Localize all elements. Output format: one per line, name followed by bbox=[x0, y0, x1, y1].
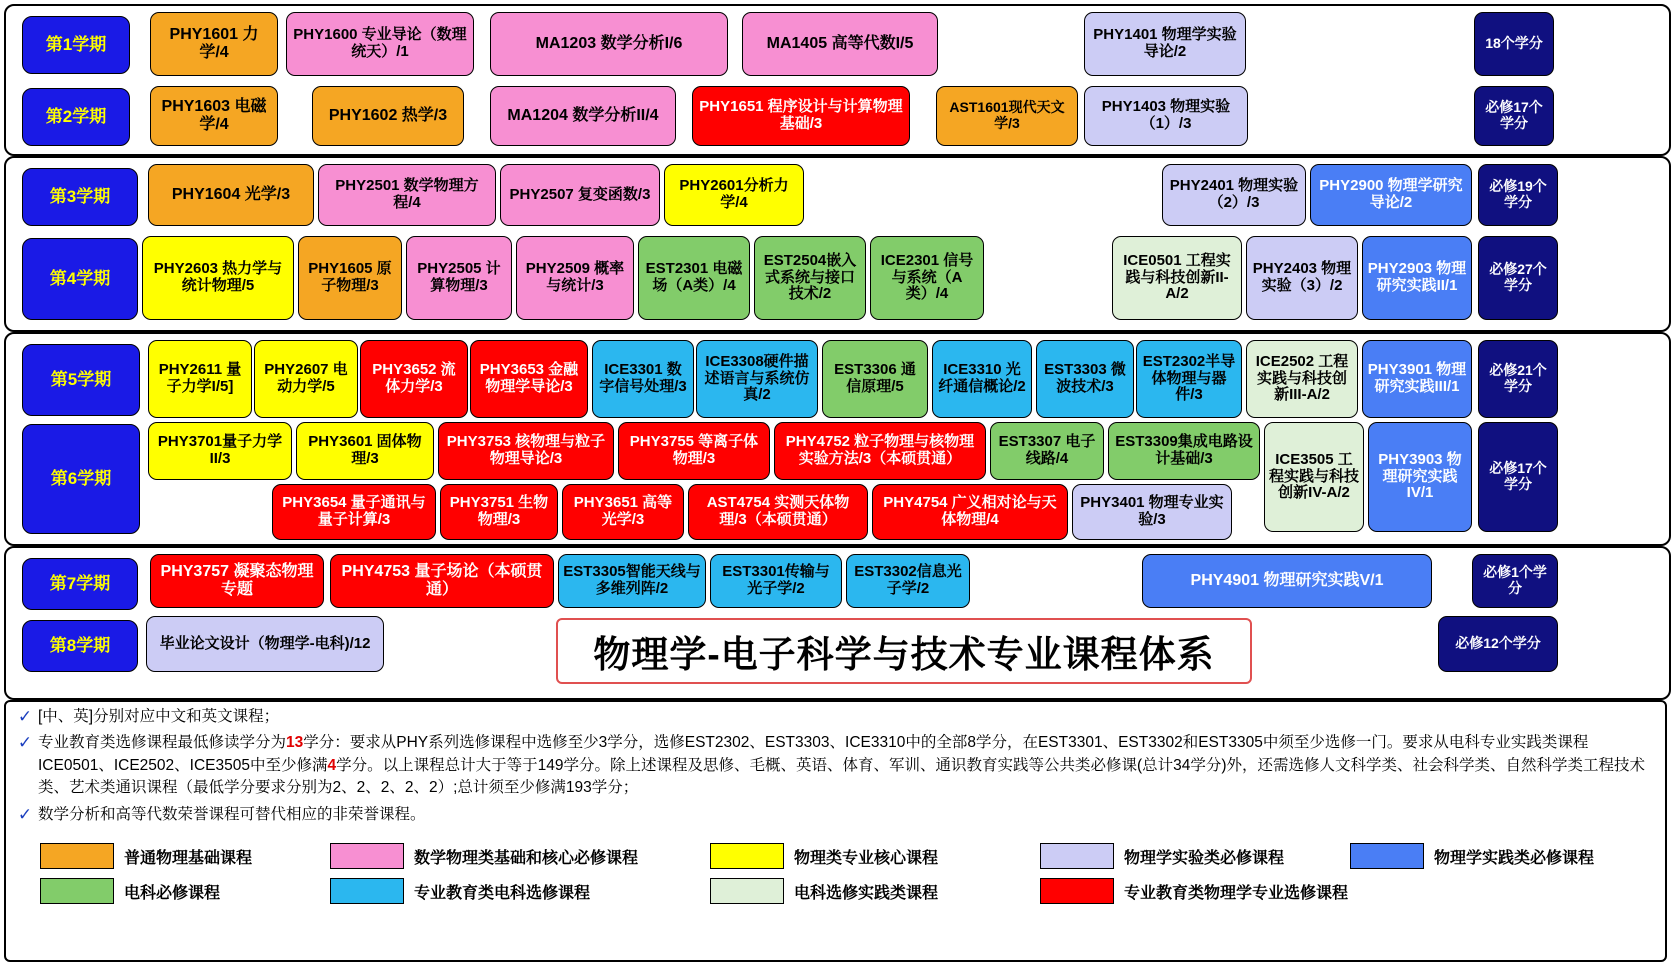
credits-sem5: 必修21个学分 bbox=[1478, 340, 1558, 418]
course-graduation-thesis[interactable]: 毕业论文设计（物理学-电科)/12 bbox=[146, 616, 384, 672]
course-phy1601[interactable]: PHY1601 力学/4 bbox=[150, 12, 278, 76]
course-phy3755[interactable]: PHY3755 等离子体物理/3 bbox=[618, 422, 770, 480]
semester-2-label: 第2学期 bbox=[22, 88, 130, 146]
note-item bbox=[12, 706, 1665, 728]
legend-item bbox=[1350, 843, 1622, 869]
course-phy3901[interactable]: PHY3901 物理研究实践III/1 bbox=[1362, 340, 1472, 418]
course-ast1601[interactable]: AST1601现代天文学/3 bbox=[936, 86, 1078, 146]
course-phy3401[interactable]: PHY3401 物理专业实验/3 bbox=[1072, 484, 1232, 540]
legend-item bbox=[40, 878, 330, 904]
credits-sem6: 必修17个学分 bbox=[1478, 422, 1558, 532]
course-phy3757[interactable]: PHY3757 凝聚态物理专题 bbox=[150, 554, 324, 608]
notes-panel bbox=[4, 700, 1667, 962]
course-ma1204[interactable]: MA1204 数学分析II/4 bbox=[490, 86, 676, 146]
legend-item bbox=[1040, 843, 1350, 869]
legend-item bbox=[710, 843, 1040, 869]
credits-sem3: 必修19个学分 bbox=[1478, 164, 1558, 226]
course-est3307[interactable]: EST3307 电子线路/4 bbox=[990, 422, 1104, 480]
legend-row bbox=[40, 843, 1640, 869]
legend-label: 数学物理类基础和核心必修课程 bbox=[414, 849, 639, 867]
page-title: 物理学-电子科学与技术专业课程体系 bbox=[556, 618, 1252, 684]
course-ice2301[interactable]: ICE2301 信号与系统（A类）/4 bbox=[870, 236, 984, 320]
legend-item bbox=[330, 878, 710, 904]
legend-label: 专业教育类物理学专业选修课程 bbox=[1124, 884, 1349, 902]
semester-1-label: 第1学期 bbox=[22, 16, 130, 74]
note-text: 专业教育类选修课程最低修读学分为13学分：要求从PHY系列选修课程中选修至少3学分，选修EST2302、EST3303、ICE3310中的全部8学分，在EST3301、EST3302和EST3305中须至少选修一门。要求从电科专业实践类课程ICE0501、ICE2502、ICE3505中至少修满4学分。以上课程总计大于等于149学分。除上述课程及思修、毛概、英语、体育、军训、通识教育实践等公共类必修课(总计34学分)外，还需选修人文科学类、社会科学类、自然科学类工程技术类、艺术类通识课程（最低学分要求分别为2、2、2、2、2）;总计须至少修满193学分； bbox=[38, 734, 1646, 797]
course-ice0501[interactable]: ICE0501 工程实践与科技创新II-A/2 bbox=[1112, 236, 1242, 320]
course-phy1603[interactable]: PHY1603 电磁学/4 bbox=[150, 86, 278, 146]
credits-sem2: 必修17个学分 bbox=[1474, 86, 1554, 146]
course-phy2403[interactable]: PHY2403 物理实验（3）/2 bbox=[1246, 236, 1358, 320]
note-text: [中、英]分别对应中文和英文课程； bbox=[38, 708, 280, 725]
course-phy3653[interactable]: PHY3653 金融物理学导论/3 bbox=[470, 340, 588, 418]
course-phy4752[interactable]: PHY4752 粒子物理与核物理实验方法/3（本硕贯通） bbox=[774, 422, 986, 480]
course-phy4753[interactable]: PHY4753 量子场论（本硕贯通） bbox=[330, 554, 554, 608]
course-phy1403[interactable]: PHY1403 物理实验（1）/3 bbox=[1084, 86, 1248, 146]
legend-swatch bbox=[330, 843, 404, 869]
legend-label: 电科选修实践类课程 bbox=[794, 884, 939, 902]
note-item bbox=[12, 804, 1665, 826]
course-phy1651[interactable]: PHY1651 程序设计与计算物理基础/3 bbox=[692, 86, 910, 146]
course-phy1605[interactable]: PHY1605 原子物理/3 bbox=[298, 236, 402, 320]
course-ice3301[interactable]: ICE3301 数字信号处理/3 bbox=[592, 340, 694, 418]
legend-label: 物理学实践类必修课程 bbox=[1434, 849, 1595, 867]
legend-swatch bbox=[1040, 878, 1114, 904]
legend-item bbox=[40, 843, 330, 869]
course-ice3310[interactable]: ICE3310 光纤通信概论/2 bbox=[932, 340, 1032, 418]
semester-3-label: 第3学期 bbox=[22, 168, 138, 226]
course-phy3601[interactable]: PHY3601 固体物理/3 bbox=[296, 422, 434, 480]
course-ice2502[interactable]: ICE2502 工程实践与科技创新III-A/2 bbox=[1246, 340, 1358, 418]
course-est3305[interactable]: EST3305智能天线与多维列阵/2 bbox=[558, 554, 706, 608]
course-phy2900[interactable]: PHY2900 物理学研究导论/2 bbox=[1310, 164, 1472, 226]
legend-swatch bbox=[40, 878, 114, 904]
course-phy3903[interactable]: PHY3903 物理研究实践IV/1 bbox=[1368, 422, 1472, 532]
credits-sem1: 18个学分 bbox=[1474, 12, 1554, 76]
course-ice3505[interactable]: ICE3505 工程实践与科技创新IV-A/2 bbox=[1264, 422, 1364, 532]
legend-swatch bbox=[1040, 843, 1114, 869]
course-ice3308[interactable]: ICE3308硬件描述语言与系统仿真/2 bbox=[696, 340, 818, 418]
legend-label: 电科必修课程 bbox=[124, 884, 221, 902]
course-phy4754[interactable]: PHY4754 广义相对论与天体物理/4 bbox=[872, 484, 1068, 540]
course-est2301[interactable]: EST2301 电磁场（A类）/4 bbox=[638, 236, 750, 320]
course-ma1405[interactable]: MA1405 高等代数I/5 bbox=[742, 12, 938, 76]
course-phy3751[interactable]: PHY3751 生物物理/3 bbox=[440, 484, 558, 540]
legend-item bbox=[710, 878, 1040, 904]
semester-5-label: 第5学期 bbox=[22, 344, 140, 416]
note-text: 数学分析和高等代数荣誉课程可替代相应的非荣誉课程。 bbox=[38, 805, 426, 823]
course-phy2611[interactable]: PHY2611 量子力学I/5] bbox=[148, 340, 252, 418]
course-est3301[interactable]: EST3301传输与光子学/2 bbox=[710, 554, 842, 608]
legend-label: 专业教育类电科选修课程 bbox=[414, 884, 591, 902]
course-phy2501[interactable]: PHY2501 数学物理方程/4 bbox=[318, 164, 496, 226]
course-phy1602[interactable]: PHY1602 热学/3 bbox=[312, 86, 464, 146]
course-phy2601[interactable]: PHY2601分析力学/4 bbox=[664, 164, 804, 226]
course-phy1604[interactable]: PHY1604 光学/3 bbox=[148, 164, 314, 226]
legend-swatch bbox=[1350, 843, 1424, 869]
legend-swatch bbox=[710, 843, 784, 869]
legend-swatch bbox=[40, 843, 114, 869]
credits-sem8: 必修12个学分 bbox=[1438, 616, 1558, 672]
course-phy3651[interactable]: PHY3651 高等光学/3 bbox=[562, 484, 684, 540]
course-est3302[interactable]: EST3302信息光子学/2 bbox=[846, 554, 970, 608]
check-icon: ✓ bbox=[17, 707, 33, 726]
legend bbox=[40, 843, 1640, 913]
course-est3309[interactable]: EST3309集成电路设计基础/3 bbox=[1108, 422, 1260, 480]
semester-7-label: 第7学期 bbox=[22, 558, 138, 610]
credits-sem7: 必修1个学分 bbox=[1472, 554, 1558, 608]
course-phy3701[interactable]: PHY3701量子力学II/3 bbox=[148, 422, 292, 480]
course-ma1203[interactable]: MA1203 数学分析I/6 bbox=[490, 12, 728, 76]
legend-row bbox=[40, 878, 1640, 904]
course-phy2507[interactable]: PHY2507 复变函数/3 bbox=[500, 164, 660, 226]
check-icon: ✓ bbox=[17, 804, 33, 824]
legend-item bbox=[1040, 878, 1376, 904]
legend-swatch bbox=[710, 878, 784, 904]
note-item bbox=[12, 732, 1665, 799]
course-phy2401[interactable]: PHY2401 物理实验（2）/3 bbox=[1162, 164, 1306, 226]
legend-item bbox=[330, 843, 710, 869]
course-phy1401[interactable]: PHY1401 物理学实验导论/2 bbox=[1084, 12, 1246, 76]
course-phy3652[interactable]: PHY3652 流体力学/3 bbox=[360, 340, 468, 418]
course-est2504[interactable]: EST2504嵌入式系统与接口技术/2 bbox=[754, 236, 866, 320]
course-phy3654[interactable]: PHY3654 量子通讯与量子计算/3 bbox=[272, 484, 436, 540]
course-ast4754[interactable]: AST4754 实测天体物理/3（本硕贯通） bbox=[688, 484, 868, 540]
credits-sem4: 必修27个学分 bbox=[1478, 236, 1558, 320]
legend-label: 普通物理基础课程 bbox=[124, 849, 253, 867]
legend-label: 物理学实验类必修课程 bbox=[1124, 849, 1285, 867]
course-phy2607[interactable]: PHY2607 电动力学/5 bbox=[254, 340, 358, 418]
semester-6-label: 第6学期 bbox=[22, 424, 140, 534]
course-est3303[interactable]: EST3303 微波技术/3 bbox=[1036, 340, 1134, 418]
semester-4-label: 第4学期 bbox=[22, 238, 138, 320]
course-phy2505[interactable]: PHY2505 计算物理/3 bbox=[406, 236, 512, 320]
course-phy4901[interactable]: PHY4901 物理研究实践V/1 bbox=[1142, 554, 1432, 608]
semester-8-label: 第8学期 bbox=[22, 620, 138, 672]
check-icon: ✓ bbox=[17, 733, 33, 753]
legend-label: 物理类专业核心课程 bbox=[794, 849, 939, 867]
course-phy3753[interactable]: PHY3753 核物理与粒子物理导论/3 bbox=[438, 422, 614, 480]
course-est2302[interactable]: EST2302半导体物理与器件/3 bbox=[1136, 340, 1242, 418]
course-phy2509[interactable]: PHY2509 概率与统计/3 bbox=[516, 236, 634, 320]
course-phy2603[interactable]: PHY2603 热力学与统计物理/5 bbox=[142, 236, 294, 320]
course-est3306[interactable]: EST3306 通信原理/5 bbox=[822, 340, 928, 418]
course-phy2903[interactable]: PHY2903 物理研究实践II/1 bbox=[1362, 236, 1472, 320]
course-phy1600[interactable]: PHY1600 专业导论（数理统天）/1 bbox=[286, 12, 474, 76]
legend-swatch bbox=[330, 878, 404, 904]
